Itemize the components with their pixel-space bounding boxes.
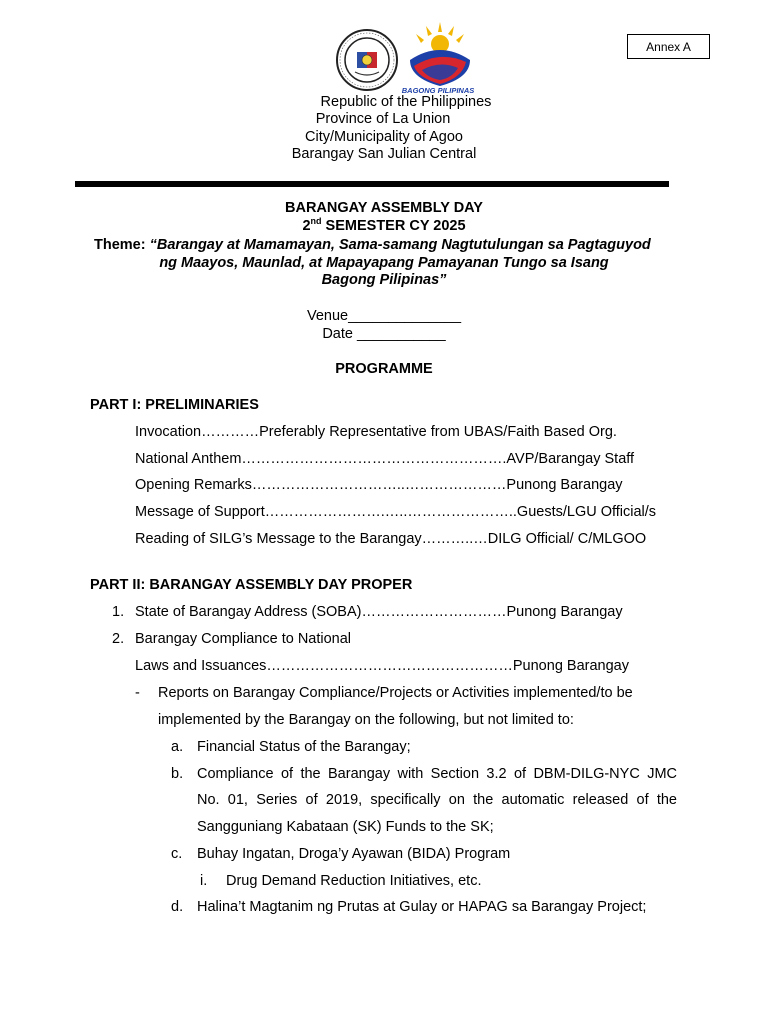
reports-line-1: Reports on Barangay Compliance/Projects or Activities implemented/to be xyxy=(158,685,633,701)
header-barangay: Barangay San Julian Central xyxy=(291,146,477,162)
programme-heading: PROGRAMME xyxy=(335,361,433,377)
annex-label: Annex A xyxy=(627,34,710,59)
barangay-seal-logo xyxy=(335,28,399,92)
part1-item-opening: Opening Remarks…………………………..…………………Punong Barangay xyxy=(135,477,623,493)
theme-line-1: Theme: “Barangay at Mamamayan, Sama-samang Nagtutulungan sa Pagtaguyod xyxy=(94,237,651,253)
reports-dash: - xyxy=(135,685,140,701)
header-divider xyxy=(75,181,669,187)
sub-item-b-line1: Compliance of the Barangay with Section 3.2 of DBM-DILG-NYC JMC xyxy=(197,766,677,782)
theme-line-2: ng Maayos, Maunlad, at Mapayapang Pamayanan Tungo sa Isang xyxy=(159,255,609,271)
part1-item-silg: Reading of SILG’s Message to the Barangay………..…DILG Official/ C/MLGOO xyxy=(135,531,647,547)
document-title: BARANGAY ASSEMBLY DAY xyxy=(285,200,483,216)
semester-title: 2nd SEMESTER CY 2025 xyxy=(302,216,466,234)
sub-item-c-text: Buhay Ingatan, Droga’y Ayawan (BIDA) Program xyxy=(197,846,511,862)
sub-item-c-i-text: Drug Demand Reduction Initiatives, etc. xyxy=(226,873,482,889)
part1-item-anthem: National Anthem……………………………………………….AVP/Barangay Staff xyxy=(135,451,635,467)
part1-heading: PART I: PRELIMINARIES xyxy=(90,397,259,413)
part1-item-invocation: Invocation…………Preferably Representative from UBAS/Faith Based Org. xyxy=(135,424,617,440)
header-province: Province of La Union xyxy=(315,111,451,127)
part2-item-soba: State of Barangay Address (SOBA)…………………………Punong Barangay xyxy=(135,604,623,620)
bagong-pilipinas-caption: BAGONG PILIPINAS xyxy=(401,86,475,95)
header-municipality: City/Municipality of Agoo xyxy=(305,129,463,145)
part2-item-compliance-line1: Barangay Compliance to National xyxy=(135,631,352,647)
part1-item-support: Message of Support…………………….…..…………………..Guests/LGU Official/s xyxy=(135,504,657,520)
reports-line-2: implemented by the Barangay on the following, but not limited to: xyxy=(158,712,574,728)
sub-item-d-text: Halina’t Magtanim ng Prutas at Gulay or HAPAG sa Barangay Project; xyxy=(197,899,647,915)
sub-item-c-label: c. xyxy=(171,846,183,862)
sub-item-b-line2: No. 01, Series of 2019, specifically on the automatic released of the xyxy=(197,792,677,808)
sub-item-d-label: d. xyxy=(171,899,184,915)
part2-item1-number: 1. xyxy=(112,604,125,620)
date-field: Date ___________ xyxy=(322,326,446,342)
part2-heading: PART II: BARANGAY ASSEMBLY DAY PROPER xyxy=(90,577,413,593)
sub-item-b-line3: Sangguniang Kabataan (SK) Funds to the SK; xyxy=(197,819,494,835)
header-country: Republic of the Philippines xyxy=(320,94,492,110)
part2-item-compliance-line2: Laws and Issuances……………………………………………Punong Barangay xyxy=(135,658,629,674)
sub-item-a-text: Financial Status of the Barangay; xyxy=(197,739,411,755)
sub-item-c-i-label: i. xyxy=(200,873,208,889)
venue-field: Venue______________ xyxy=(306,308,462,324)
theme-line-3: Bagong Pilipinas” xyxy=(321,272,447,288)
sub-item-b-label: b. xyxy=(171,766,184,782)
sub-item-a-label: a. xyxy=(171,739,184,755)
bagong-pilipinas-logo xyxy=(404,20,476,96)
part2-item2-number: 2. xyxy=(112,631,125,647)
